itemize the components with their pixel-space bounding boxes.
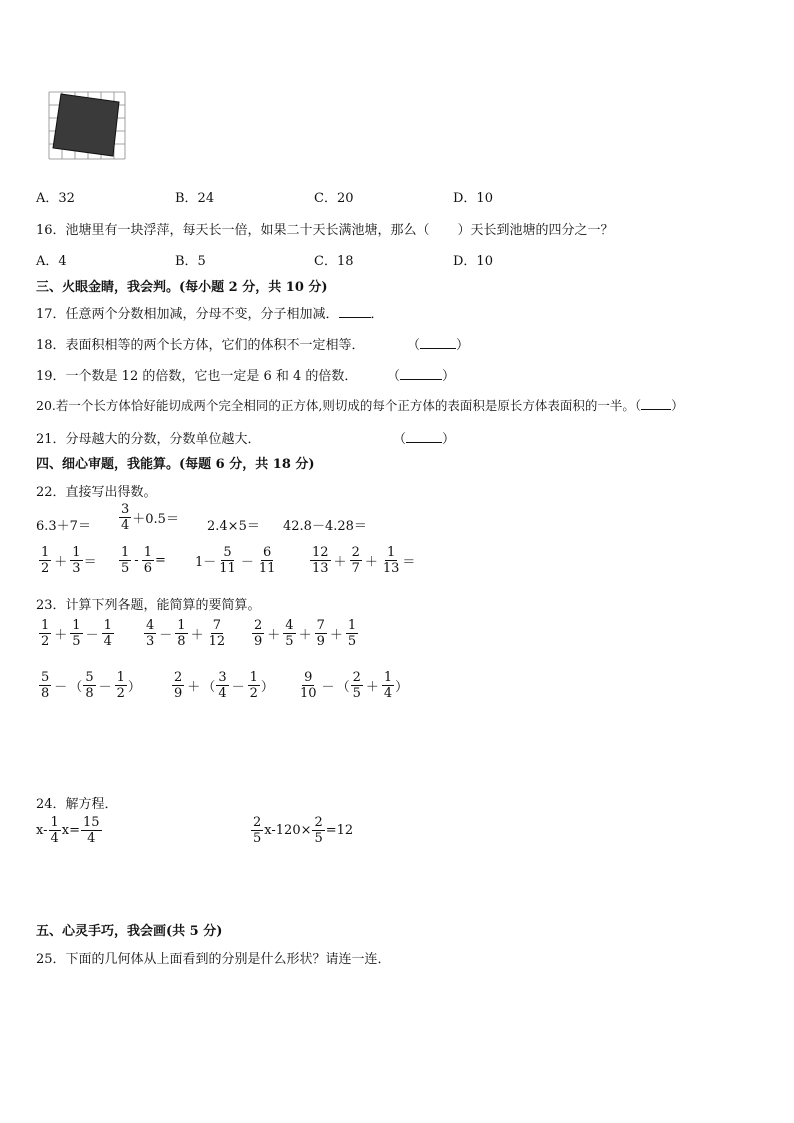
q22-r1-a: 6.3＋7＝ (36, 519, 91, 534)
q23-text: 23．计算下列各题，能简算的要简算。 (36, 598, 261, 613)
q23-r1-a: $\frac{1}{2}$ ＋ $\frac{1}{5}$ － $\frac{1}{4}$ (41, 618, 112, 649)
q17-period: ． (370, 307, 384, 322)
q15-option-d: D．10 (453, 191, 493, 206)
q19-open-paren: （ (387, 369, 401, 384)
q19-answer[interactable] (387, 365, 455, 384)
q18-open-paren: （ (407, 338, 421, 353)
q18-answer[interactable] (407, 334, 469, 353)
q16-option-d: D．10 (453, 254, 493, 269)
q16-text-before: 16．池塘里有一块浮萍，每天长一倍，如果二十天长满池塘，那么（ (36, 223, 430, 238)
section3-heading: 三、火眼金睛，我会判。(每小题 2 分，共 10 分) (36, 280, 328, 295)
q19-close-paren: ） (442, 369, 456, 384)
q23-r2-b: $\frac{2}{9}$ ＋ （ $\frac{3}{4}$ － $\frac{1}{2}$ ） (174, 670, 274, 701)
q16-option-c: C．18 (314, 254, 354, 269)
q18-answer-blank[interactable] (420, 337, 456, 349)
q19-answer-blank[interactable] (400, 368, 442, 380)
q20-answer-blank[interactable] (641, 398, 671, 410)
q24-equation-1: x- $\frac{1}{4}$ x= $\frac{15}{4}$ (36, 815, 100, 846)
q22-r2-d: $\frac{12}{13}$ ＋ $\frac{2}{7}$ ＋ $\frac{1}{13}$ ＝ (312, 545, 416, 576)
q23-r1-b: $\frac{4}{3}$ － $\frac{1}{8}$ ＋ $\frac{7}{12}$ (146, 618, 226, 649)
q22-r2-c: 1－ $\frac{5}{11}$ － $\frac{6}{11}$ (195, 545, 276, 576)
q20-close-paren: ） (671, 398, 684, 413)
q22-r1-c: 2.4×5＝ (207, 519, 260, 534)
q15-option-c: C．20 (314, 191, 354, 206)
q22-r1-b: $\frac{3}{4}$ ＋0.5＝ (121, 502, 179, 533)
tilted-square-figure (47, 90, 127, 162)
q18-text: 18．表面积相等的两个长方体，它们的体积不一定相等． (36, 338, 365, 353)
q15-option-a: A．32 (36, 191, 75, 206)
q21-answer-blank[interactable] (406, 431, 442, 443)
q21-answer[interactable] (393, 428, 455, 447)
q19-text: 19．一个数是 12 的倍数，它也一定是 6 和 4 的倍数． (36, 369, 358, 384)
q25-text: 25．下面的几何体从上面看到的分别是什么形状？请连一连． (36, 952, 391, 967)
q16-option-a: A．4 (36, 254, 67, 269)
q24-equation-2: $\frac{2}{5}$ x-120× $\frac{2}{5}$ =12 (253, 815, 354, 846)
q23-r2-c: $\frac{9}{10}$ － （ $\frac{2}{5}$ ＋ $\frac{1}{4}$ ） (300, 670, 409, 701)
q17 (36, 303, 384, 322)
q21-close-paren: ） (442, 432, 456, 447)
q23-r2-a: $\frac{5}{8}$ － （ $\frac{5}{8}$ － $\frac{1}{2}$ ） (41, 670, 141, 701)
section4-heading: 四、细心审题，我能算。(每题 6 分，共 18 分) (36, 457, 315, 472)
q22-r2-a: $\frac{1}{2}$ ＋ $\frac{1}{3}$ ＝ (41, 545, 97, 576)
q22-text: 22．直接写出得数。 (36, 485, 157, 500)
q17-answer-blank[interactable] (339, 306, 371, 318)
section5-heading: 五、心灵手巧，我会画(共 5 分) (36, 924, 223, 939)
q21-open-paren: （ (393, 432, 407, 447)
q18-close-paren: ） (456, 338, 470, 353)
q16-text-after: ）天长到池塘的四分之一？ (457, 223, 614, 238)
q16-option-b: B．5 (175, 254, 206, 269)
q20 (36, 396, 684, 414)
q21-text: 21．分母越大的分数，分数单位越大． (36, 432, 261, 447)
q22-r2-b: $\frac{1}{5}$ - $\frac{1}{6}$ = (121, 545, 166, 576)
fraction: $\frac{3}{4}$ (121, 502, 130, 533)
q20-text: 20.若一个长方体恰好能切成两个完全相同的正方体,则切成的每个正方体的表面积是原长方体表面积的一半。（ (36, 398, 642, 413)
q23-r1-c: $\frac{2}{9}$ ＋ $\frac{4}{5}$ ＋ $\frac{7}{9}$ ＋ $\frac{1}{5}$ (254, 618, 357, 649)
q24-text: 24．解方程． (36, 797, 118, 812)
q15-option-b: B．24 (175, 191, 215, 206)
q22-r1-d: 42.8－4.28＝ (283, 519, 367, 534)
q17-text: 17．任意两个分数相加减，分母不变，分子相加减． (36, 307, 339, 322)
q16-text (36, 219, 614, 238)
